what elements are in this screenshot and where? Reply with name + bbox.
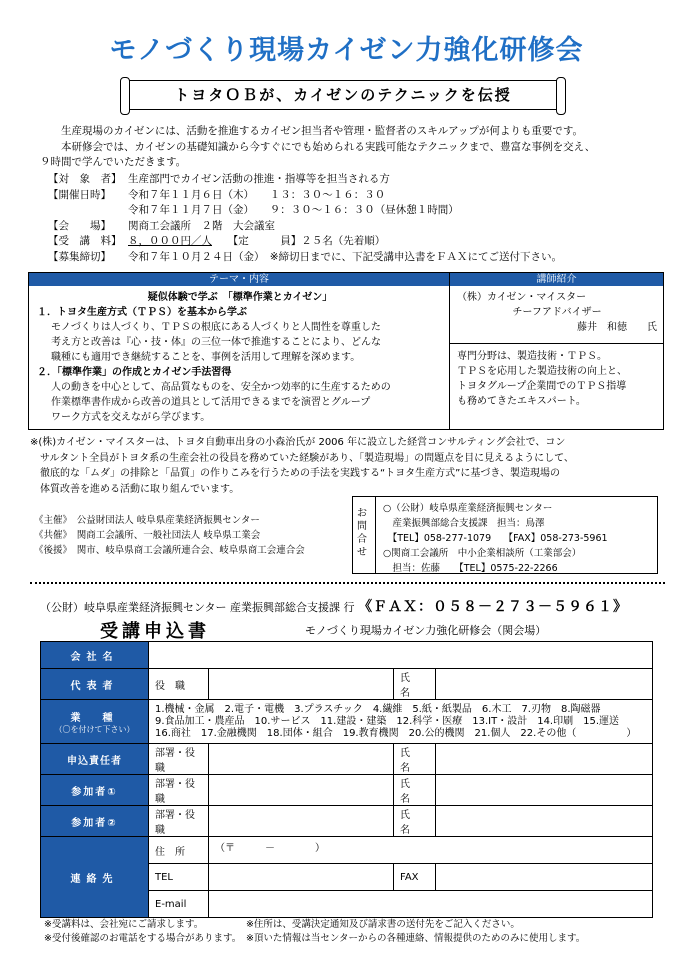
sponsor-line: 《共催》 関商工会議所、一般社団法人 岐阜県工業会 <box>34 530 261 541</box>
item2-title: ２．「標準作業」の作成とカイゼン手法習得 <box>37 367 232 378</box>
rep-label: 代表者 <box>41 669 149 700</box>
contact-line: 産業振興部総合支援課 担当：鳥澤 <box>383 518 545 529</box>
venue-label: 【会 場】 <box>48 219 111 232</box>
company-field[interactable] <box>149 642 653 669</box>
footer-notes <box>44 918 585 946</box>
item2-line: 人の動きを中心として、高品質なものを、安全かつ効率的に生産するための <box>51 382 391 393</box>
course-box <box>28 272 664 430</box>
application-seminar: モノづくり現場カイゼン力強化研修会（関会場） <box>305 624 547 637</box>
item2-line: 作業標準書作成から改善の道具として活用できるまでを演習とグループ <box>51 397 371 408</box>
contact-label: 連絡先 <box>41 837 149 918</box>
lecturer-org: （株）カイゼン・マイスター <box>457 292 587 303</box>
fax-field[interactable] <box>436 864 653 891</box>
event-info <box>48 172 668 265</box>
participant2-label: 参加者② <box>41 806 149 837</box>
subtitle-banner: トヨタＯＢが、カイゼンのテクニックを伝授 <box>125 80 561 110</box>
participant1-label: 参加者① <box>41 775 149 806</box>
industry-label <box>41 700 149 744</box>
contact-line: ○関商工会議所 中小企業相談所（工業部会） <box>383 548 582 559</box>
course-content <box>37 290 443 425</box>
participant1-name-label: 氏 名 <box>394 775 436 806</box>
target-value: 生産部門でカイゼン活動の推進・指導等を担当される方 <box>128 173 390 185</box>
contact-box <box>352 496 658 574</box>
participant2-name-field[interactable] <box>436 806 653 837</box>
lecturer-name: 藤井 和徳 氏 <box>577 322 657 333</box>
participant2-dept-field[interactable] <box>209 806 394 837</box>
capacity-value: ２５名（先着順） <box>301 235 386 247</box>
rep-name-label: 氏 名 <box>394 669 436 700</box>
deadline-value: 令和７年１０月２４日（金） <box>128 250 260 263</box>
industry-label-text: 業 種 <box>70 712 119 724</box>
address-field[interactable] <box>209 837 653 864</box>
note-line: 徹底的な「ムダ」の排除と「品質」の作りこみを行うための手法を実践する“トヨタ生産方式”に基づき、製造現場の <box>40 468 560 479</box>
email-label: E-mail <box>149 891 209 918</box>
responsible-name-field[interactable] <box>436 744 653 775</box>
footer-line: ※受付後確認のお電話をする場合があります。 ※頂いた情報は当センターからの各種連絡、情報提供のためのみに使用します。 <box>44 933 586 944</box>
date-value-1: 令和７年１１月６日（木） １３：３０～１６：３０ <box>128 188 386 201</box>
intro-text <box>40 124 660 171</box>
fee-value: ８，０００円／人 <box>128 235 212 247</box>
company-label: 会社名 <box>41 642 149 669</box>
application-title: 受講申込書 <box>100 621 210 642</box>
participant2-name-label: 氏 名 <box>394 806 436 837</box>
venue-value: 関商工会議所 ２階 大会議室 <box>128 219 275 232</box>
bio-line: 専門分野は、製造技術・ＴＰＳ。 <box>457 351 607 362</box>
course-heading: 疑似体験で学ぶ 「標準作業とカイゼン」 <box>147 292 333 303</box>
intro-line: 生産現場のカイゼンには、活動を推進するカイゼン担当者や管理・監督者のスキルアップが何よりも重要です。 <box>61 125 584 137</box>
note-line: 体質改善を進める活動に取り組んでいます。 <box>40 483 240 495</box>
target-label: 【対 象 者】 <box>48 173 122 185</box>
contact-label: お問合せ <box>357 508 367 558</box>
rep-name-field[interactable] <box>436 669 653 700</box>
tel-field[interactable] <box>209 864 394 891</box>
address-label: 住 所 <box>149 837 209 864</box>
company-note <box>30 435 665 497</box>
tel-label: TEL <box>149 864 209 891</box>
deadline-label: 【募集締切】 <box>48 250 111 263</box>
note-line: サルタント全員がトヨタ系の生産会社の役員を務めていた経験があり、「製造現場」の問題点を目に見えるようにして、 <box>40 452 574 464</box>
page-title: モノづくり現場カイゼン力強化研修会 <box>109 35 584 66</box>
date-label: 【開催日時】 <box>48 188 111 201</box>
contact-line: 担当：佐藤 【TEL】0575-22-2266 <box>383 563 558 574</box>
responsible-label: 申込責任者 <box>41 744 149 775</box>
fax-destination <box>40 596 628 616</box>
bio-line: トヨタグループ企業間でのＴＰＳ指導 <box>457 381 627 392</box>
item1-line: モノづくりは人づくり、ＴＰＳの根底にある人づくりと人間性を尊重した <box>51 322 381 333</box>
participant1-name-field[interactable] <box>436 775 653 806</box>
application-form <box>40 641 653 918</box>
lecturer-header: 講師紹介 <box>450 273 663 286</box>
item1-title: １．トヨタ生産方式（ＴＰＳ）を基本から学ぶ <box>37 307 247 318</box>
industry-options[interactable] <box>149 700 653 744</box>
participant2-dept-label: 部署・役職 <box>149 806 209 837</box>
fee-label: 【受 講 料】 <box>48 235 122 247</box>
contact-text <box>383 501 608 576</box>
capacity-label: 【定 員】 <box>233 235 302 247</box>
item1-line: 考え方と改善は『心・技・体』の三位一体で推進することにより、どんな <box>51 337 381 348</box>
deadline-note: ※締切日までに、下記受講申込書をＦＡＸにてご送付下さい。 <box>269 250 563 263</box>
bio-line: ＴＰＳを応用した製造技術の向上と、 <box>457 366 627 377</box>
sponsor-line: 《主催》 公益財団法人 岐阜県産業経済振興センター <box>34 515 260 526</box>
lecturer-intro <box>457 290 657 335</box>
date-value-2: 令和７年１１月７日（金） ９：３０～１６：３０（昼休憩１時間） <box>128 204 459 216</box>
industry-line: 9.食品加工・農産品 10.サービス 11.建設・建築 12.科学・医療 13.IT・設計 14.印刷 15.運送 <box>155 715 620 727</box>
sponsors <box>34 513 305 558</box>
participant1-dept-label: 部署・役職 <box>149 775 209 806</box>
fax-label: FAX <box>394 864 436 891</box>
participant1-dept-field[interactable] <box>209 775 394 806</box>
responsible-dept-field[interactable] <box>209 744 394 775</box>
fax-to: （公財）岐阜県産業経済振興センター 産業振興部総合支援課 行 <box>40 601 355 614</box>
bio-line: も務めてきたエキスパート。 <box>457 396 586 407</box>
fax-number: 《ＦＡＸ：０５８－２７３－５９６１》 <box>358 599 629 615</box>
responsible-dept-label: 部署・役職 <box>149 744 209 775</box>
rep-position-field[interactable] <box>209 669 394 700</box>
contact-line: ○（公財）岐阜県産業経済振興センター <box>383 503 553 514</box>
industry-line: 16.商社 17.金融機関 18.団体・組合 19.教育機関 20.公的機関 21.個人 22.その他（ ） <box>155 727 637 739</box>
lecturer-title: チーフアドバイザー <box>512 307 602 318</box>
cut-line <box>30 582 665 584</box>
postal-code: （〒 － ） <box>215 843 325 854</box>
industry-line: 1.機械・金属 2.電子・電機 3.プラスチック 4.繊維 5.紙・紙製品 6.木工 7.刃物 8.陶磁器 <box>155 703 601 715</box>
intro-line: ９時間で学んでいただきます。 <box>40 156 187 168</box>
responsible-name-label: 氏 名 <box>394 744 436 775</box>
industry-hint: （〇を付けて下さい） <box>54 724 135 734</box>
item1-line: 職種にも適用でき継続することを、事例を活用して理解を深めます。 <box>51 352 361 363</box>
email-field[interactable] <box>209 891 653 918</box>
sponsor-line: 《後援》 関市、岐阜県商工会議所連合会、岐阜県商工会連合会 <box>34 545 305 556</box>
theme-header: テーマ・内容 <box>29 273 449 286</box>
rep-position-label: 役 職 <box>149 669 209 700</box>
footer-line: ※受講料は、会社宛にご請求します。 ※住所は、受講決定通知及び請求書の送付先をご記入ください。 <box>44 919 520 930</box>
lecturer-bio <box>457 349 657 409</box>
item2-line: ワーク方式を交えながら学びます。 <box>51 412 211 423</box>
note-line: ※(株)カイゼン・マイスターは、トヨタ自動車出身の小森治氏が 2006 年に設立した経営コンサルティング会社で、コン <box>30 437 566 448</box>
intro-line: 本研修会では、カイゼンの基礎知識から今すぐにでも始められる実践可能なテクニックまで、豊富な事例を交え、 <box>61 140 596 153</box>
contact-line: 【TEL】058-277-1079 【FAX】058-273-5961 <box>383 533 608 544</box>
